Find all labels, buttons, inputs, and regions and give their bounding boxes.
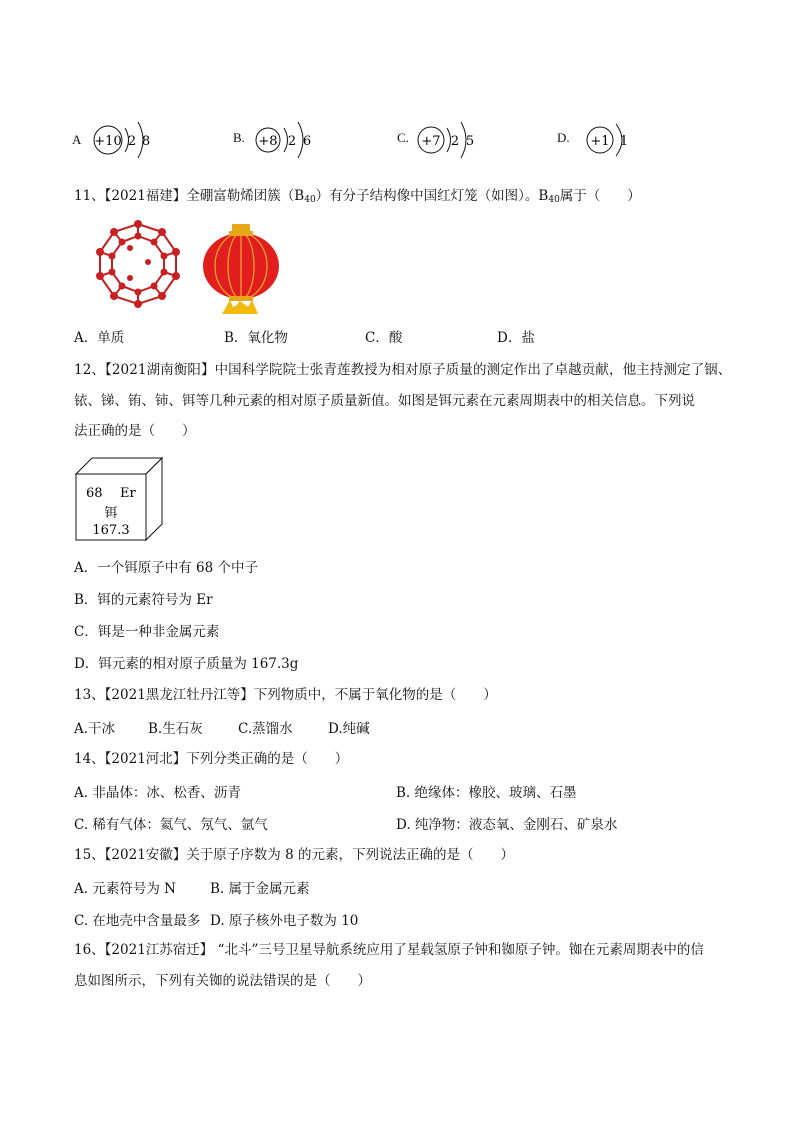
shell-electrons: 5 <box>465 134 475 149</box>
atom-structure-diagram <box>254 118 332 162</box>
q15-option-d[interactable]: D. 原子核外电子数为 10 <box>210 913 359 929</box>
question-16-stem-cont: 息如图所示，下列有关铷的说法错误的是（ ） <box>74 973 371 989</box>
atomic-number: 68 <box>86 486 103 501</box>
shell-electrons: 2 <box>127 134 137 149</box>
question-12-stem-cont: 法正确的是（ ） <box>74 423 196 439</box>
q13-option-b[interactable]: B.生石灰 <box>148 721 203 737</box>
nucleus-charge: +1 <box>590 134 610 149</box>
nucleus-charge: +10 <box>94 134 122 149</box>
shell-electrons: 6 <box>302 134 312 149</box>
q13-option-c[interactable]: C.蒸馏水 <box>238 721 293 737</box>
question-12-stem-cont: 铱、锑、铕、铈、铒等几种元素的相对原子质量新值。如图是铒元素在元素周期表中的相关信息。下列说 <box>74 393 695 409</box>
q14-option-d[interactable]: D. 纯净物：液态氧、金刚石、矿泉水 <box>396 817 618 833</box>
nucleus-charge: +8 <box>258 134 278 149</box>
q11-option-c[interactable]: C．酸 <box>365 330 403 346</box>
q14-option-a[interactable]: A. 非晶体：冰、松香、沥青 <box>74 785 241 801</box>
q13-option-a[interactable]: A.干冰 <box>74 721 116 737</box>
atom-structure-diagram <box>92 118 170 162</box>
q15-option-a[interactable]: A. 元素符号为 N <box>74 881 176 897</box>
question-14-stem: 14、【2021河北】下列分类正确的是（ ） <box>74 751 349 767</box>
q11-option-d[interactable]: D．盐 <box>497 330 535 346</box>
q15-option-c[interactable]: C. 在地壳中含量最多 <box>74 913 201 929</box>
shell-electrons: 2 <box>450 134 460 149</box>
element-name: 铒 <box>104 506 118 521</box>
option-label: D. <box>557 130 570 145</box>
option-label: C. <box>397 130 409 145</box>
element-symbol: Er <box>120 486 136 501</box>
nucleus-charge: +7 <box>421 134 441 149</box>
q12-option-c[interactable]: C．铒是一种非金属元素 <box>74 624 220 640</box>
b40-cluster-figure <box>92 218 184 310</box>
option-label: B. <box>233 130 245 145</box>
element-card-erbium <box>74 456 166 542</box>
q14-option-b[interactable]: B. 绝缘体：橡胶、玻璃、石墨 <box>396 785 577 801</box>
question-15-stem: 15、【2021安徽】关于原子序数为 8 的元素，下列说法正确的是（ ） <box>74 847 514 863</box>
shell-electrons: 8 <box>141 134 151 149</box>
q11-option-a[interactable]: A．单质 <box>74 330 125 346</box>
atom-structure-diagram <box>415 118 493 162</box>
q12-option-a[interactable]: A．一个铒原子中有 68 个中子 <box>74 560 259 576</box>
option-label: A <box>72 132 82 147</box>
q11-option-b[interactable]: B．氧化物 <box>224 330 288 346</box>
q12-option-d[interactable]: D．铒元素的相对原子质量为 167.3g <box>74 656 299 672</box>
shell-electrons: 2 <box>287 134 297 149</box>
q15-option-b[interactable]: B. 属于金属元素 <box>210 881 310 897</box>
question-12-stem: 12、【2021湖南衡阳】中国科学院院士张青莲教授为相对原子质量的测定作出了卓越贡献，他主持测定了铟、 <box>74 362 732 378</box>
q14-option-c[interactable]: C. 稀有气体：氦气、氖气、氩气 <box>74 817 268 833</box>
q13-option-d[interactable]: D.纯碱 <box>328 721 370 737</box>
shell-electrons: 1 <box>619 134 629 149</box>
red-lantern-figure <box>200 222 282 314</box>
atom-structure-diagram <box>584 118 644 162</box>
q12-option-b[interactable]: B．铒的元素符号为 Er <box>74 592 213 608</box>
question-16-stem: 16、【2021江苏宿迁】 “北斗”三号卫星导航系统应用了星载氢原子钟和铷原子钟。铷在元素周期表中的信 <box>74 942 704 958</box>
question-13-stem: 13、【2021黑龙江牡丹江等】下列物质中，不属于氧化物的是（ ） <box>74 687 497 703</box>
atomic-mass: 167.3 <box>92 523 130 538</box>
question-11-stem: 11、【2021福建】全硼富勒烯团簇$(B_{40})$有分子结构像中国红灯笼（如图）。$B_{40}$属于（ ） <box>74 188 641 205</box>
